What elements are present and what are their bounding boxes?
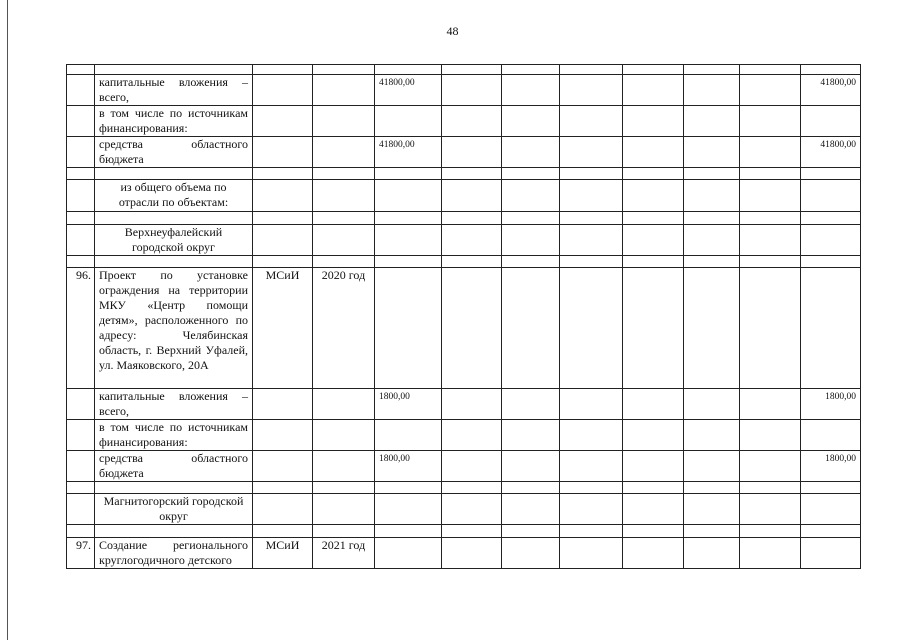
empty-cell — [684, 494, 740, 525]
period-cell — [313, 65, 375, 75]
empty-cell — [684, 538, 740, 569]
table-row — [67, 268, 861, 389]
empty-cell — [684, 75, 740, 106]
empty-cell — [502, 538, 560, 569]
empty-cell — [623, 525, 684, 538]
row-number-cell — [67, 494, 95, 525]
empty-cell — [740, 137, 801, 168]
executor-cell — [253, 75, 313, 106]
total-amount-cell — [801, 494, 861, 525]
total-amount-cell — [801, 420, 861, 451]
empty-cell — [623, 180, 684, 212]
executor-cell — [253, 212, 313, 225]
row-number-cell: 96. — [67, 268, 95, 389]
empty-cell — [623, 225, 684, 256]
executor-cell — [253, 389, 313, 420]
empty-cell — [560, 268, 623, 389]
item-name-cell: из общего объема по отрасли по объектам: — [95, 180, 253, 212]
empty-cell — [740, 268, 801, 389]
executor-cell — [253, 168, 313, 180]
empty-cell — [442, 525, 502, 538]
row-number-cell — [67, 137, 95, 168]
empty-cell — [623, 420, 684, 451]
executor-cell — [253, 256, 313, 268]
row-number-cell — [67, 180, 95, 212]
empty-cell — [502, 225, 560, 256]
amount-cell — [375, 168, 442, 180]
empty-cell — [684, 168, 740, 180]
total-amount-cell — [801, 525, 861, 538]
item-name-cell — [95, 256, 253, 268]
amount-cell — [375, 225, 442, 256]
empty-cell — [560, 256, 623, 268]
total-amount-cell — [801, 106, 861, 137]
empty-cell — [740, 225, 801, 256]
item-name-cell: Создание регионального круглогодичного детского — [95, 538, 253, 569]
empty-cell — [442, 494, 502, 525]
empty-cell — [623, 268, 684, 389]
period-cell: 2021 год — [313, 538, 375, 569]
empty-cell — [442, 538, 502, 569]
empty-cell — [684, 420, 740, 451]
empty-cell — [502, 75, 560, 106]
empty-cell — [623, 256, 684, 268]
item-name-cell — [95, 212, 253, 225]
total-amount-cell: 41800,00 — [801, 75, 861, 106]
amount-cell — [375, 106, 442, 137]
empty-cell — [502, 168, 560, 180]
amount-cell — [375, 525, 442, 538]
executor-cell — [253, 137, 313, 168]
empty-cell — [684, 180, 740, 212]
period-cell — [313, 212, 375, 225]
period-cell — [313, 225, 375, 256]
amount-cell — [375, 482, 442, 494]
total-amount-cell — [801, 212, 861, 225]
table-row — [67, 420, 861, 451]
row-number-cell — [67, 256, 95, 268]
empty-cell — [502, 212, 560, 225]
table-row — [67, 538, 861, 569]
empty-cell — [502, 256, 560, 268]
empty-cell — [442, 65, 502, 75]
empty-cell — [740, 482, 801, 494]
row-number-cell — [67, 525, 95, 538]
empty-cell — [502, 180, 560, 212]
empty-cell — [560, 525, 623, 538]
empty-cell — [684, 256, 740, 268]
period-cell — [313, 389, 375, 420]
table-row — [67, 482, 861, 494]
total-amount-cell — [801, 168, 861, 180]
total-amount-cell — [801, 256, 861, 268]
table-row — [67, 494, 861, 525]
amount-cell — [375, 65, 442, 75]
empty-cell — [740, 494, 801, 525]
item-name-cell: в том числе по источникам финансирования: — [95, 106, 253, 137]
row-number-cell — [67, 75, 95, 106]
empty-cell — [684, 137, 740, 168]
amount-cell: 1800,00 — [375, 451, 442, 482]
empty-cell — [623, 137, 684, 168]
row-number-cell — [67, 482, 95, 494]
executor-cell: МСиИ — [253, 268, 313, 389]
empty-cell — [502, 494, 560, 525]
empty-cell — [560, 420, 623, 451]
empty-cell — [442, 268, 502, 389]
table-row — [67, 389, 861, 420]
amount-cell: 41800,00 — [375, 137, 442, 168]
empty-cell — [684, 525, 740, 538]
row-number-cell — [67, 225, 95, 256]
empty-cell — [623, 482, 684, 494]
empty-cell — [502, 482, 560, 494]
empty-cell — [623, 451, 684, 482]
executor-cell — [253, 106, 313, 137]
total-amount-cell: 41800,00 — [801, 137, 861, 168]
total-amount-cell — [801, 482, 861, 494]
table-row — [67, 168, 861, 180]
row-number-cell — [67, 212, 95, 225]
empty-cell — [502, 451, 560, 482]
table-row — [67, 225, 861, 256]
empty-cell — [442, 389, 502, 420]
table-row — [67, 137, 861, 168]
table-row — [67, 106, 861, 137]
executor-cell — [253, 451, 313, 482]
empty-cell — [740, 180, 801, 212]
empty-cell — [740, 75, 801, 106]
period-cell — [313, 180, 375, 212]
left-margin-line — [7, 0, 8, 640]
empty-cell — [442, 451, 502, 482]
empty-cell — [502, 420, 560, 451]
empty-cell — [560, 494, 623, 525]
empty-cell — [740, 65, 801, 75]
empty-cell — [684, 482, 740, 494]
empty-cell — [740, 420, 801, 451]
item-name-cell: средства областного бюджета — [95, 451, 253, 482]
empty-cell — [502, 137, 560, 168]
executor-cell — [253, 482, 313, 494]
empty-cell — [623, 168, 684, 180]
empty-cell — [442, 180, 502, 212]
empty-cell — [442, 420, 502, 451]
item-name-cell: Верхнеуфалейский городской округ — [95, 225, 253, 256]
empty-cell — [684, 65, 740, 75]
table-row — [67, 65, 861, 75]
empty-cell — [560, 65, 623, 75]
budget-table — [66, 64, 861, 569]
empty-cell — [502, 525, 560, 538]
empty-cell — [740, 538, 801, 569]
empty-cell — [560, 482, 623, 494]
period-cell — [313, 482, 375, 494]
period-cell — [313, 168, 375, 180]
empty-cell — [560, 180, 623, 212]
item-name-cell — [95, 168, 253, 180]
amount-cell — [375, 494, 442, 525]
row-number-cell — [67, 420, 95, 451]
empty-cell — [560, 137, 623, 168]
empty-cell — [502, 106, 560, 137]
empty-cell — [560, 538, 623, 569]
item-name-cell: в том числе по источникам финансирования: — [95, 420, 253, 451]
empty-cell — [560, 225, 623, 256]
item-name-cell — [95, 482, 253, 494]
total-amount-cell — [801, 180, 861, 212]
period-cell — [313, 525, 375, 538]
item-name-cell — [95, 65, 253, 75]
empty-cell — [442, 225, 502, 256]
empty-cell — [560, 168, 623, 180]
empty-cell — [442, 168, 502, 180]
executor-cell — [253, 65, 313, 75]
empty-cell — [740, 256, 801, 268]
empty-cell — [502, 268, 560, 389]
empty-cell — [560, 75, 623, 106]
table-row — [67, 75, 861, 106]
period-cell — [313, 75, 375, 106]
empty-cell — [740, 212, 801, 225]
empty-cell — [740, 106, 801, 137]
row-number-cell — [67, 65, 95, 75]
period-cell — [313, 106, 375, 137]
executor-cell — [253, 525, 313, 538]
empty-cell — [740, 451, 801, 482]
item-name-cell: средства областного бюджета — [95, 137, 253, 168]
total-amount-cell — [801, 268, 861, 389]
row-number-cell: 97. — [67, 538, 95, 569]
amount-cell — [375, 268, 442, 389]
period-cell: 2020 год — [313, 268, 375, 389]
empty-cell — [684, 389, 740, 420]
empty-cell — [684, 268, 740, 389]
empty-cell — [623, 75, 684, 106]
executor-cell: МСиИ — [253, 538, 313, 569]
table-row — [67, 256, 861, 268]
total-amount-cell: 1800,00 — [801, 389, 861, 420]
item-name-cell — [95, 525, 253, 538]
row-number-cell — [67, 451, 95, 482]
empty-cell — [623, 106, 684, 137]
executor-cell — [253, 420, 313, 451]
executor-cell — [253, 180, 313, 212]
empty-cell — [560, 106, 623, 137]
amount-cell — [375, 538, 442, 569]
amount-cell — [375, 212, 442, 225]
page-number: 48 — [446, 24, 459, 38]
empty-cell — [502, 389, 560, 420]
empty-cell — [560, 389, 623, 420]
item-name-cell: Проект по установке ограждения на территории МКУ «Центр помощи детям», расположенного по адресу: Челябинская область, г. Верхний Уфалей, ул. Маяковского, 20А — [95, 268, 253, 389]
total-amount-cell: 1800,00 — [801, 451, 861, 482]
amount-cell: 41800,00 — [375, 75, 442, 106]
empty-cell — [684, 106, 740, 137]
row-number-cell — [67, 168, 95, 180]
empty-cell — [684, 212, 740, 225]
empty-cell — [442, 75, 502, 106]
total-amount-cell — [801, 225, 861, 256]
executor-cell — [253, 494, 313, 525]
item-name-cell: капитальные вложения – всего, — [95, 389, 253, 420]
amount-cell: 1800,00 — [375, 389, 442, 420]
amount-cell — [375, 420, 442, 451]
empty-cell — [623, 212, 684, 225]
empty-cell — [442, 106, 502, 137]
empty-cell — [502, 65, 560, 75]
item-name-cell: Магнитогорский городской округ — [95, 494, 253, 525]
table-row — [67, 525, 861, 538]
period-cell — [313, 451, 375, 482]
item-name-cell: капитальные вложения – всего, — [95, 75, 253, 106]
table-row — [67, 180, 861, 212]
amount-cell — [375, 180, 442, 212]
empty-cell — [623, 389, 684, 420]
executor-cell — [253, 225, 313, 256]
empty-cell — [442, 212, 502, 225]
empty-cell — [684, 225, 740, 256]
empty-cell — [740, 389, 801, 420]
table-row — [67, 451, 861, 482]
empty-cell — [684, 451, 740, 482]
empty-cell — [442, 137, 502, 168]
empty-cell — [560, 212, 623, 225]
total-amount-cell — [801, 538, 861, 569]
empty-cell — [560, 451, 623, 482]
period-cell — [313, 494, 375, 525]
row-number-cell — [67, 106, 95, 137]
empty-cell — [442, 482, 502, 494]
period-cell — [313, 256, 375, 268]
amount-cell — [375, 256, 442, 268]
empty-cell — [442, 256, 502, 268]
empty-cell — [740, 168, 801, 180]
row-number-cell — [67, 389, 95, 420]
empty-cell — [623, 65, 684, 75]
total-amount-cell — [801, 65, 861, 75]
table-row — [67, 212, 861, 225]
empty-cell — [740, 525, 801, 538]
empty-cell — [623, 494, 684, 525]
period-cell — [313, 420, 375, 451]
empty-cell — [623, 538, 684, 569]
period-cell — [313, 137, 375, 168]
